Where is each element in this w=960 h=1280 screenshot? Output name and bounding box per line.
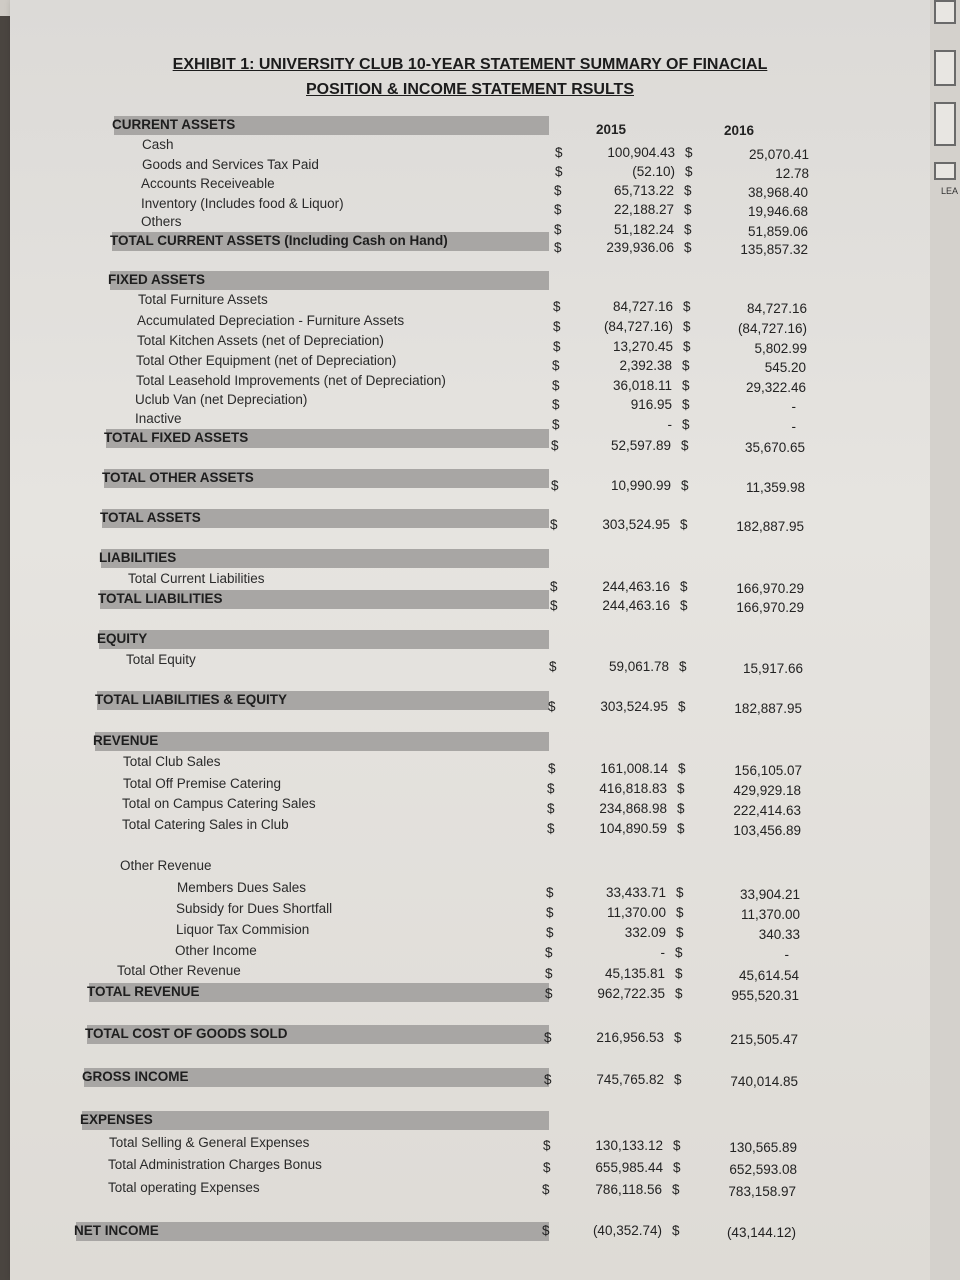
value-2015: 745,765.82 — [596, 1072, 664, 1087]
value-2015: 59,061.78 — [608, 659, 669, 674]
dollar-sign-2015: $ — [545, 966, 553, 981]
dollar-sign-2015: $ — [544, 1030, 552, 1045]
dollar-sign-2015: $ — [542, 1223, 550, 1238]
value-2016: 15,917.66 — [742, 661, 803, 676]
line-item-label: Total Selling & General Expenses — [109, 1135, 310, 1150]
line-item-label: Total Other Equipment (net of Depreciation) — [136, 353, 397, 368]
dollar-sign-2016: $ — [673, 1160, 681, 1175]
value-2016: 182,887.95 — [734, 701, 802, 716]
section-header-label: EXPENSES — [80, 1112, 153, 1127]
line-item-label: Total Equity — [126, 652, 196, 667]
section-header-label: TOTAL REVENUE — [87, 984, 200, 999]
value-2015: 161,008.14 — [600, 761, 668, 776]
dollar-sign-2015: $ — [545, 945, 553, 960]
dollar-sign-2015: $ — [550, 517, 558, 532]
value-2016: 166,970.29 — [736, 600, 804, 615]
dollar-sign-2016: $ — [682, 417, 690, 432]
dollar-sign-2016: $ — [677, 821, 685, 836]
value-2016: - — [791, 399, 796, 414]
dollar-sign-2015: $ — [554, 183, 562, 198]
dollar-sign-2015: $ — [546, 905, 554, 920]
value-2015: 51,182.24 — [613, 222, 674, 237]
line-item-label: Total Other Revenue — [117, 963, 241, 978]
section-header-label: EQUITY — [97, 631, 148, 646]
value-2016: (43,144.12) — [726, 1225, 796, 1240]
dollar-sign-2016: $ — [672, 1223, 680, 1238]
value-2015: 303,524.95 — [600, 699, 668, 714]
dollar-sign-2015: $ — [546, 885, 554, 900]
value-2016: 135,857.32 — [740, 242, 808, 257]
dollar-sign-2015: $ — [548, 761, 556, 776]
line-item-label: Others — [141, 214, 182, 229]
value-2015: 11,370.00 — [606, 905, 666, 920]
dollar-sign-2015: $ — [555, 145, 563, 160]
line-item-label: Other Revenue — [120, 858, 212, 873]
value-2015: 36,018.11 — [612, 378, 672, 393]
dollar-sign-2016: $ — [677, 801, 685, 816]
value-2016: 103,456.89 — [733, 823, 801, 838]
line-item-label: Total Leasehold Improvements (net of Depreciation) — [136, 373, 446, 388]
line-item-label: Total Club Sales — [123, 754, 221, 769]
value-2015: 13,270.45 — [612, 339, 673, 354]
dollar-sign-2015: $ — [548, 699, 556, 714]
dollar-sign-2016: $ — [680, 579, 688, 594]
section-header-label: FIXED ASSETS — [108, 272, 206, 287]
dollar-sign-2016: $ — [684, 183, 692, 198]
value-2016: 51,859.06 — [747, 224, 808, 239]
dollar-sign-2015: $ — [551, 478, 559, 493]
adjacent-page-strip — [930, 0, 960, 1280]
dollar-sign-2015: $ — [546, 925, 554, 940]
dollar-sign-2015: $ — [550, 598, 558, 613]
value-2015: 655,985.44 — [595, 1160, 663, 1175]
section-header-label: GROSS INCOME — [82, 1069, 189, 1084]
value-2015: 104,890.59 — [599, 821, 667, 836]
dollar-sign-2015: $ — [554, 222, 562, 237]
value-2015: 65,713.22 — [613, 183, 674, 198]
value-2016: 182,887.95 — [736, 519, 804, 534]
value-2016: 84,727.16 — [746, 301, 807, 316]
dollar-sign-2016: $ — [678, 761, 686, 776]
dollar-sign-2015: $ — [547, 801, 555, 816]
value-2015: 130,133.12 — [595, 1138, 663, 1153]
section-header-label: TOTAL CURRENT ASSETS (Including Cash on Hand) — [110, 233, 448, 248]
value-2015: 962,722.35 — [597, 986, 665, 1001]
line-item-label: Other Income — [175, 943, 257, 958]
value-2015: 244,463.16 — [602, 598, 670, 613]
dollar-sign-2016: $ — [683, 299, 691, 314]
line-item-label: Subsidy for Dues Shortfall — [176, 901, 333, 916]
value-2015: 332.09 — [624, 925, 666, 940]
value-2016: 652,593.08 — [729, 1162, 797, 1177]
dollar-sign-2016: $ — [685, 145, 693, 160]
value-2015: 45,135.81 — [604, 966, 665, 981]
dollar-sign-2016: $ — [675, 945, 683, 960]
value-2016: 429,929.18 — [733, 783, 801, 798]
value-2015: 303,524.95 — [602, 517, 670, 532]
value-2016: 25,070.41 — [748, 147, 809, 162]
dollar-sign-2016: $ — [684, 202, 692, 217]
value-2015: 33,433.71 — [605, 885, 666, 900]
value-2015: 2,392.38 — [619, 358, 672, 373]
line-item-label: Uclub Van (net Depreciation) — [135, 392, 308, 407]
value-2016: 29,322.46 — [745, 380, 806, 395]
column-header-2015: 2015 — [596, 122, 627, 137]
checkbox-shape — [934, 162, 956, 180]
value-2016: 955,520.31 — [731, 988, 799, 1003]
dollar-sign-2015: $ — [550, 579, 558, 594]
value-2016: 33,904.21 — [739, 887, 800, 902]
value-2015: - — [660, 945, 665, 960]
section-header-label: TOTAL LIABILITIES & EQUITY — [95, 692, 288, 707]
value-2016: - — [784, 947, 789, 962]
line-item-label: Accumulated Depreciation - Furniture Assets — [137, 313, 405, 328]
value-2016: 5,802.99 — [754, 341, 807, 356]
dollar-sign-2016: $ — [675, 966, 683, 981]
dollar-sign-2016: $ — [680, 598, 688, 613]
value-2016: 12.78 — [775, 166, 809, 181]
dollar-sign-2016: $ — [682, 378, 690, 393]
dollar-sign-2015: $ — [552, 417, 560, 432]
value-2016: 35,670.65 — [744, 440, 805, 455]
dollar-sign-2015: $ — [547, 821, 555, 836]
section-header-label: TOTAL OTHER ASSETS — [102, 470, 254, 485]
value-2015: 22,188.27 — [613, 202, 674, 217]
line-item-label: Accounts Receiveable — [141, 176, 275, 191]
value-2015: 244,463.16 — [602, 579, 670, 594]
value-2015: 786,118.56 — [595, 1182, 662, 1197]
value-2015: 216,956.53 — [596, 1030, 664, 1045]
dollar-sign-2015: $ — [543, 1160, 551, 1175]
value-2016: - — [791, 419, 796, 434]
section-header-label: CURRENT ASSETS — [112, 117, 236, 132]
dollar-sign-2015: $ — [552, 378, 560, 393]
line-item-label: Total Kitchen Assets (net of Depreciation) — [137, 333, 384, 348]
line-item-label: Total Administration Charges Bonus — [108, 1157, 322, 1172]
section-header-label: TOTAL COST OF GOODS SOLD — [85, 1026, 288, 1041]
line-item-label: Total Catering Sales in Club — [122, 817, 289, 832]
section-header-bar — [99, 630, 549, 649]
dollar-sign-2015: $ — [543, 1138, 551, 1153]
dollar-sign-2015: $ — [554, 240, 562, 255]
title-line-2: POSITION & INCOME STATEMENT RSULTS — [306, 81, 634, 98]
value-2016: 340.33 — [758, 927, 800, 942]
dollar-sign-2015: $ — [551, 438, 559, 453]
value-2016: 222,414.63 — [733, 803, 801, 818]
dollar-sign-2016: $ — [681, 478, 689, 493]
line-item-label: Liquor Tax Commision — [176, 922, 310, 937]
dollar-sign-2016: $ — [678, 699, 686, 714]
line-item-label: Total Current Liabilities — [128, 571, 265, 586]
line-item-label: Goods and Services Tax Paid — [142, 157, 319, 172]
dollar-sign-2015: $ — [552, 397, 560, 412]
value-2016: 156,105.07 — [734, 763, 802, 778]
dollar-sign-2016: $ — [672, 1182, 680, 1197]
value-2015: (52.10) — [632, 164, 675, 179]
checkbox-shape — [934, 0, 956, 24]
dollar-sign-2015: $ — [545, 986, 553, 1001]
value-2015: (40,352.74) — [592, 1223, 662, 1238]
dollar-sign-2016: $ — [683, 319, 691, 334]
dollar-sign-2015: $ — [553, 319, 561, 334]
dollar-sign-2015: $ — [553, 339, 561, 354]
value-2016: 11,359.98 — [745, 480, 805, 495]
dollar-sign-2015: $ — [552, 358, 560, 373]
section-header-label: TOTAL ASSETS — [100, 510, 201, 525]
section-header-label: NET INCOME — [74, 1223, 159, 1238]
section-header-label: TOTAL LIABILITIES — [98, 591, 223, 606]
value-2016: 215,505.47 — [730, 1032, 798, 1047]
line-item-label: Total on Campus Catering Sales — [122, 796, 316, 811]
dollar-sign-2015: $ — [544, 1072, 552, 1087]
checkbox-shape — [934, 50, 956, 86]
dollar-sign-2016: $ — [684, 222, 692, 237]
value-2015: 416,818.83 — [599, 781, 667, 796]
line-item-label: Cash — [142, 137, 174, 152]
section-header-label: REVENUE — [93, 733, 159, 748]
dollar-sign-2015: $ — [554, 202, 562, 217]
dollar-sign-2015: $ — [555, 164, 563, 179]
line-item-label: Inactive — [135, 411, 182, 426]
statement-page — [10, 0, 930, 1280]
section-header-label: LIABILITIES — [99, 550, 177, 565]
value-2015: 10,990.99 — [610, 478, 671, 493]
dollar-sign-2015: $ — [547, 781, 555, 796]
column-header-2016: 2016 — [724, 123, 755, 138]
section-header-label: TOTAL FIXED ASSETS — [104, 430, 249, 445]
line-item-label: Total operating Expenses — [108, 1180, 260, 1195]
dollar-sign-2016: $ — [673, 1138, 681, 1153]
value-2015: 52,597.89 — [610, 438, 671, 453]
value-2015: 916.95 — [630, 397, 672, 412]
checkbox-shape — [934, 102, 956, 146]
value-2016: 130,565.89 — [729, 1140, 797, 1155]
dollar-sign-2016: $ — [684, 240, 692, 255]
dollar-sign-2015: $ — [549, 659, 557, 674]
dollar-sign-2016: $ — [676, 905, 684, 920]
dollar-sign-2016: $ — [674, 1030, 682, 1045]
dollar-sign-2016: $ — [675, 986, 683, 1001]
dollar-sign-2016: $ — [680, 517, 688, 532]
line-item-label: Total Off Premise Catering — [123, 776, 282, 791]
value-2015: 100,904.43 — [607, 145, 675, 160]
value-2016: 19,946.68 — [747, 204, 808, 219]
dollar-sign-2016: $ — [677, 781, 685, 796]
line-item-label: Total Furniture Assets — [138, 292, 268, 307]
dollar-sign-2016: $ — [685, 164, 693, 179]
dollar-sign-2016: $ — [676, 925, 684, 940]
value-2015: (84,727.16) — [603, 319, 673, 334]
value-2015: 239,936.06 — [606, 240, 674, 255]
value-2016: 545.20 — [764, 360, 806, 375]
adjacent-page-text: LEA — [940, 186, 958, 196]
value-2016: 11,370.00 — [740, 907, 800, 922]
value-2016: 38,968.40 — [747, 185, 808, 200]
value-2015: - — [667, 417, 672, 432]
dollar-sign-2016: $ — [681, 438, 689, 453]
dollar-sign-2016: $ — [676, 885, 684, 900]
value-2015: 84,727.16 — [612, 299, 673, 314]
dollar-sign-2015: $ — [553, 299, 561, 314]
dollar-sign-2016: $ — [683, 339, 691, 354]
line-item-label: Inventory (Includes food & Liquor) — [141, 196, 344, 211]
section-header-bar — [95, 732, 549, 751]
value-2016: 45,614.54 — [738, 968, 799, 983]
value-2016: 783,158.97 — [728, 1184, 796, 1199]
value-2016: (84,727.16) — [737, 321, 807, 336]
dollar-sign-2016: $ — [682, 358, 690, 373]
dollar-sign-2016: $ — [679, 659, 687, 674]
exhibit-title — [140, 52, 800, 102]
dollar-sign-2016: $ — [682, 397, 690, 412]
dollar-sign-2016: $ — [674, 1072, 682, 1087]
value-2016: 166,970.29 — [736, 581, 804, 596]
value-2015: 234,868.98 — [599, 801, 667, 816]
line-item-label: Members Dues Sales — [177, 880, 307, 895]
title-line-1: EXHIBIT 1: UNIVERSITY CLUB 10-YEAR STATEMENT SUMMARY OF FINACIAL — [172, 56, 768, 73]
value-2016: 740,014.85 — [730, 1074, 798, 1089]
dollar-sign-2015: $ — [542, 1182, 550, 1197]
